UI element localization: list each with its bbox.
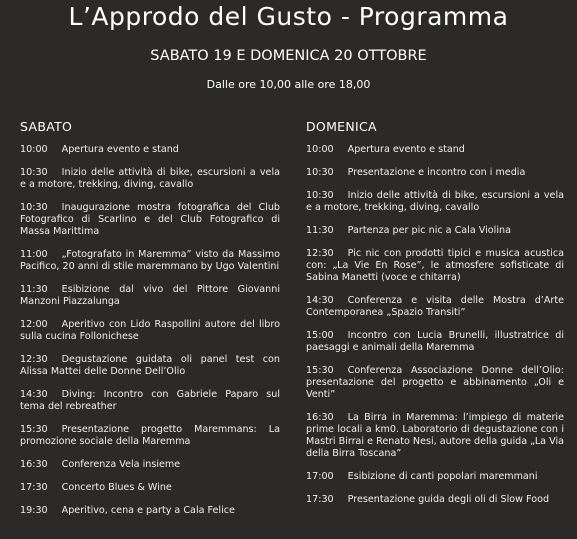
event-hours: Dalle ore 10,00 alle ore 18,00 (206, 78, 371, 91)
event-description: „Fotografato in Maremma” visto da Massimo Pacifico, 20 anni di stile maremmano by Ugo Valentini (20, 249, 280, 272)
event-description: Conferenza Associazione Donne dell’Olio: presentazione del progetto e abbinamento „Oli e Venti” (306, 365, 564, 400)
event-item (20, 424, 280, 448)
event-item (306, 225, 564, 237)
event-time: 11:30 (306, 225, 334, 236)
event-item (20, 319, 280, 343)
event-description: Aperitivo con Lido Raspollini autore del libro sulla cucina Follonichese (20, 319, 280, 342)
event-description: Degustazione guidata oli panel test con Alissa Mattei delle Donne Dell’Olio (20, 354, 280, 377)
saturday-heading: SABATO (20, 119, 73, 134)
event-item (20, 284, 280, 308)
event-description: Presentazione progetto Maremmans: La promozione sociale della Maremma (20, 424, 280, 447)
event-time: 16:30 (306, 412, 334, 423)
event-time: 17:30 (20, 482, 48, 493)
event-item (20, 482, 280, 494)
event-description: Partenza per pic nic a Cala Violina (347, 225, 511, 236)
event-item (306, 471, 564, 483)
event-time: 11:30 (20, 284, 48, 295)
event-description: Presentazione guida degli oli di Slow Food (347, 494, 550, 505)
event-item (20, 389, 280, 413)
sunday-column (306, 119, 564, 517)
event-description: Inaugurazione mostra fotografica del Club Fotografico di Scarlino e del Club Fotografico di Massa Marittima (20, 202, 280, 237)
event-description: Esibizione dal vivo del Pittore Giovanni Manzoni Piazzalunga (20, 284, 280, 307)
event-description: Diving: Incontro con Gabriele Paparo sul tema del rebreather (20, 389, 280, 412)
event-description: Conferenza Vela insieme (61, 459, 181, 470)
event-item (306, 365, 564, 401)
event-time: 15:00 (306, 330, 334, 341)
event-time: 11:00 (20, 249, 48, 260)
event-description: Presentazione e incontro con i media (347, 167, 526, 178)
event-item (306, 248, 564, 284)
event-description: Incontro con Lucia Brunelli, illustratrice di paesaggi e animali della Maremma (306, 330, 564, 353)
event-item (20, 167, 280, 191)
event-time: 19:30 (20, 505, 48, 516)
saturday-event-list (20, 144, 280, 517)
event-description: La Birra in Maremma: l’impiego di materie prime locali a km0. Laboratorio di degustazione con i Mastri Birrai e Renato Nesi, autore della guida „La Via della Birra Toscana” (306, 412, 564, 459)
sunday-heading: DOMENICA (306, 119, 377, 134)
event-time: 10:30 (306, 167, 334, 178)
event-item (306, 494, 564, 506)
event-time: 12:00 (20, 319, 48, 330)
event-time: 17:30 (306, 494, 334, 505)
event-item (20, 354, 280, 378)
event-time: 12:30 (20, 354, 48, 365)
event-description: Esibizione di canti popolari maremmani (347, 471, 538, 482)
event-item (306, 295, 564, 319)
event-time: 10:30 (20, 202, 48, 213)
event-time: 16:30 (20, 459, 48, 470)
event-time: 14:30 (20, 389, 48, 400)
event-description: Apertura evento e stand (61, 144, 179, 155)
event-item (20, 459, 280, 471)
event-description: Pic nic con prodotti tipici e musica acustica con: „La Vie En Rose”, le atmosfere sofisticate di Sabina Manetti (voce e chitarra) (306, 248, 564, 283)
event-time: 10:00 (20, 144, 48, 155)
event-item (306, 144, 564, 156)
event-dates: SABATO 19 E DOMENICA 20 OTTOBRE (150, 48, 427, 64)
event-time: 14:30 (306, 295, 334, 306)
event-time: 10:00 (306, 144, 334, 155)
event-description: Concerto Blues & Wine (61, 482, 172, 493)
event-time: 15:30 (20, 424, 48, 435)
event-item (306, 412, 564, 460)
sunday-event-list (306, 144, 564, 506)
event-time: 17:00 (306, 471, 334, 482)
event-description: Conferenza e visita delle Mostra d’Arte Contemporanea „Spazio Transiti” (306, 295, 564, 318)
event-time: 10:30 (20, 167, 48, 178)
event-description: Inizio delle attività di bike, escursioni a vela e a motore, trekking, diving, cavallo (20, 167, 280, 190)
event-time: 15:30 (306, 365, 334, 376)
page-title: L’Approdo del Gusto - Programma (68, 2, 509, 31)
event-item (20, 202, 280, 238)
event-item (20, 144, 280, 156)
event-item (20, 249, 280, 273)
event-description: Inizio delle attività di bike, escursioni a vela e a motore, trekking, diving, cavallo (306, 190, 564, 213)
event-description: Apertura evento e stand (347, 144, 465, 155)
event-item (306, 190, 564, 214)
saturday-column (20, 119, 280, 528)
event-item (20, 505, 280, 517)
event-description: Aperitivo, cena e party a Cala Felice (61, 505, 235, 516)
event-item (306, 330, 564, 354)
event-time: 10:30 (306, 190, 334, 201)
event-time: 12:30 (306, 248, 334, 259)
event-item (306, 167, 564, 179)
